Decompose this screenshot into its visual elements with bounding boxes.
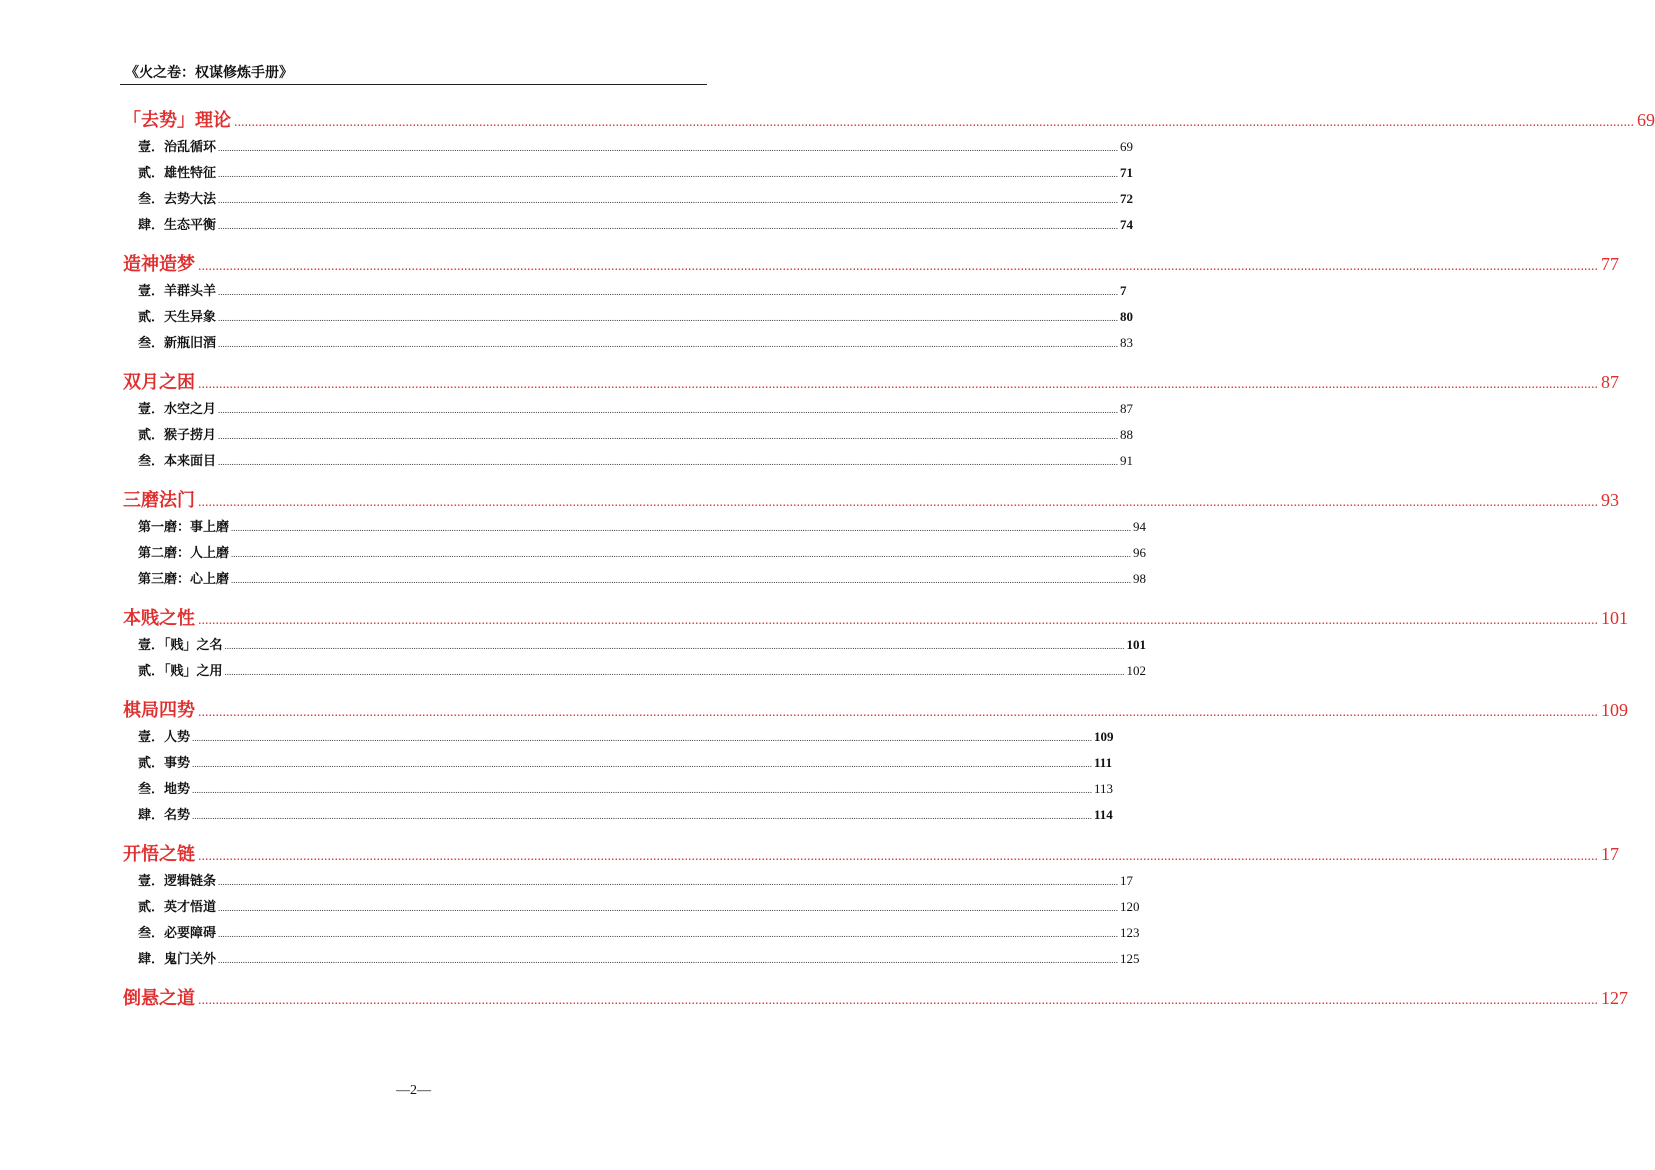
section-title: 壹．水空之月	[138, 402, 217, 417]
chapter-title: 开悟之链	[123, 844, 195, 865]
section-page-number: 74	[1120, 217, 1134, 232]
section-title: 贰．猴子捞月	[138, 428, 217, 443]
dot-leader: ................................................................................................................................................................................................................................................................................................................................................................................................................	[218, 287, 1119, 297]
chapter-spacer	[123, 974, 700, 984]
dot-leader: ................................................................................................................................................................................................................................................................................................................................................................................................................	[231, 575, 1132, 585]
dot-leader: ................................................................................................................................................................................................................................................................................................................................................................................................................	[218, 903, 1119, 913]
toc-section-entry[interactable]	[138, 922, 1140, 948]
section-title: 肆．生态平衡	[138, 218, 217, 233]
section-page-number: 96	[1133, 545, 1147, 560]
section-page-number: 114	[1094, 807, 1113, 822]
table-of-contents	[123, 106, 1655, 1014]
toc-chapter	[123, 368, 1619, 476]
section-page-number: 7	[1120, 283, 1127, 298]
chapter-page-number: 109	[1601, 700, 1628, 720]
dot-leader: ................................................................................................................................................................................................................................................................................................................................................................................................................	[218, 955, 1119, 965]
toc-section-entry[interactable]	[138, 398, 1134, 424]
chapter-spacer	[123, 830, 700, 840]
dot-leader: ................................................................................................................................................................................................................................................................................................................................................................................................................	[218, 169, 1119, 179]
toc-chapter-entry[interactable]	[123, 696, 1628, 726]
section-title: 贰．天生异象	[138, 310, 217, 325]
toc-section-entry[interactable]	[138, 896, 1140, 922]
section-title: 叁．本来面目	[138, 454, 217, 469]
toc-chapter-entry[interactable]	[123, 840, 1619, 870]
chapter-title: 「去势」理论	[123, 110, 231, 131]
toc-section-entry[interactable]	[138, 634, 1147, 660]
toc-chapter	[123, 486, 1619, 594]
toc-chapter-entry[interactable]	[123, 486, 1619, 516]
toc-section-entry[interactable]	[138, 948, 1140, 974]
section-title: 贰．英才悟道	[138, 900, 217, 915]
section-title: 叁．必要障碍	[138, 926, 217, 941]
section-page-number: 98	[1133, 571, 1147, 586]
chapter-spacer	[123, 476, 700, 486]
section-title: 肆．鬼门关外	[138, 952, 217, 967]
toc-chapter-entry[interactable]	[123, 106, 1655, 136]
toc-chapter	[123, 840, 1619, 974]
chapter-title: 棋局四势	[123, 700, 195, 721]
toc-chapter	[123, 696, 1628, 830]
section-title: 叁．新瓶旧酒	[138, 336, 217, 351]
chapter-page-number: 101	[1601, 608, 1628, 628]
toc-chapter	[123, 604, 1628, 686]
toc-chapter	[123, 106, 1655, 240]
chapter-spacer	[123, 240, 700, 250]
section-page-number: 71	[1120, 165, 1134, 180]
dot-leader: ................................................................................................................................................................................................................................................................................................................................................................................................................	[218, 405, 1119, 415]
toc-chapter	[123, 984, 1628, 1014]
section-page-number: 94	[1133, 519, 1147, 534]
chapter-title: 双月之困	[123, 372, 195, 393]
toc-section-entry[interactable]	[138, 804, 1113, 830]
chapter-page-number: 127	[1601, 988, 1628, 1008]
chapter-spacer	[123, 594, 700, 604]
chapter-spacer	[123, 358, 700, 368]
chapter-title: 本贱之性	[123, 608, 195, 629]
section-page-number: 111	[1094, 755, 1113, 770]
section-title: 叁．去势大法	[138, 192, 217, 207]
section-page-number: 102	[1126, 663, 1147, 678]
section-title: 肆．名势	[138, 808, 191, 823]
section-page-number: 113	[1094, 781, 1114, 796]
section-page-number: 125	[1120, 951, 1140, 966]
toc-section-entry[interactable]	[138, 136, 1134, 162]
dot-leader: ................................................................................................................................................................................................................................................................................................................................................................................................................	[224, 641, 1125, 651]
dot-leader: ................................................................................................................................................................................................................................................................................................................................................................................................................	[231, 523, 1132, 533]
section-title: 第二磨：人上磨	[138, 546, 230, 561]
toc-section-entry[interactable]	[138, 568, 1147, 594]
toc-section-entry[interactable]	[138, 752, 1113, 778]
chapter-title: 三磨法门	[123, 490, 195, 511]
section-page-number: 120	[1120, 899, 1140, 914]
toc-section-entry[interactable]	[138, 332, 1134, 358]
toc-section-entry[interactable]	[138, 726, 1114, 752]
chapter-title: 造神造梦	[123, 254, 195, 275]
dot-leader: ................................................................................................................................................................................................................................................................................................................................................................................................................	[218, 143, 1119, 153]
dot-leader: ................................................................................................................................................................................................................................................................................................................................................................................................................	[192, 785, 1093, 795]
toc-section-entry[interactable]	[138, 306, 1134, 332]
dot-leader: ................................................................................................................................................................................................................................................................................................................................................................................................................	[198, 993, 1598, 1008]
section-title: 第三磨：心上磨	[138, 572, 230, 587]
section-page-number: 83	[1120, 335, 1134, 350]
dot-leader: ................................................................................................................................................................................................................................................................................................................................................................................................................	[198, 705, 1598, 720]
dot-leader: ................................................................................................................................................................................................................................................................................................................................................................................................................	[218, 431, 1119, 441]
toc-chapter-entry[interactable]	[123, 368, 1619, 398]
toc-chapter-entry[interactable]	[123, 250, 1619, 280]
toc-section-entry[interactable]	[138, 424, 1134, 450]
section-title: 贰．雄性特征	[138, 166, 217, 181]
chapter-page-number: 77	[1601, 254, 1619, 274]
section-title: 贰．事势	[138, 756, 191, 771]
section-page-number: 91	[1120, 453, 1134, 468]
toc-section-entry[interactable]	[138, 280, 1127, 306]
section-page-number: 87	[1120, 401, 1134, 416]
dot-leader: ................................................................................................................................................................................................................................................................................................................................................................................................................	[198, 613, 1598, 628]
dot-leader: ................................................................................................................................................................................................................................................................................................................................................................................................................	[198, 377, 1598, 392]
page-number: —2—	[396, 1083, 431, 1098]
chapter-page-number: 69	[1637, 110, 1655, 130]
section-title: 壹．羊群头羊	[138, 284, 217, 299]
chapter-title: 倒悬之道	[123, 988, 195, 1009]
toc-section-entry[interactable]	[138, 660, 1147, 686]
section-title: 贰．「贱」之用	[138, 664, 223, 679]
toc-chapter-entry[interactable]	[123, 604, 1628, 634]
dot-leader: ................................................................................................................................................................................................................................................................................................................................................................................................................	[231, 549, 1132, 559]
dot-leader: ................................................................................................................................................................................................................................................................................................................................................................................................................	[192, 733, 1093, 743]
dot-leader: ................................................................................................................................................................................................................................................................................................................................................................................................................	[198, 495, 1598, 510]
section-title: 叁．地势	[138, 782, 191, 797]
toc-section-entry[interactable]	[138, 516, 1147, 542]
document-header-title: 《火之卷：权谋修炼手册》	[125, 65, 293, 81]
section-page-number: 101	[1126, 637, 1147, 652]
toc-section-entry[interactable]	[138, 542, 1147, 568]
chapter-page-number: 17	[1601, 844, 1619, 864]
toc-section-entry[interactable]	[138, 188, 1134, 214]
dot-leader: ................................................................................................................................................................................................................................................................................................................................................................................................................	[192, 811, 1093, 821]
section-title: 第一磨：事上磨	[138, 520, 230, 535]
toc-chapter	[123, 250, 1619, 358]
dot-leader: ................................................................................................................................................................................................................................................................................................................................................................................................................	[218, 339, 1119, 349]
toc-section-entry[interactable]	[138, 450, 1134, 476]
chapter-spacer	[123, 686, 700, 696]
section-title: 壹．治乱循环	[138, 140, 217, 155]
toc-section-entry[interactable]	[138, 162, 1134, 188]
toc-section-entry[interactable]	[138, 214, 1134, 240]
dot-leader: ................................................................................................................................................................................................................................................................................................................................................................................................................	[218, 929, 1119, 939]
section-page-number: 17	[1120, 873, 1134, 888]
dot-leader: ................................................................................................................................................................................................................................................................................................................................................................................................................	[218, 195, 1119, 205]
section-page-number: 88	[1120, 427, 1134, 442]
section-page-number: 123	[1120, 925, 1140, 940]
header-divider	[120, 84, 707, 85]
toc-section-entry[interactable]	[138, 778, 1114, 804]
chapter-page-number: 87	[1601, 372, 1619, 392]
dot-leader: ................................................................................................................................................................................................................................................................................................................................................................................................................	[198, 259, 1598, 274]
dot-leader: ................................................................................................................................................................................................................................................................................................................................................................................................................	[218, 877, 1119, 887]
section-page-number: 69	[1120, 139, 1134, 154]
section-title: 壹．人势	[138, 730, 191, 745]
toc-chapter-entry[interactable]	[123, 984, 1628, 1014]
section-page-number: 72	[1120, 191, 1134, 206]
dot-leader: ................................................................................................................................................................................................................................................................................................................................................................................................................	[218, 221, 1119, 231]
section-title: 壹．逻辑链条	[138, 874, 217, 889]
dot-leader: ................................................................................................................................................................................................................................................................................................................................................................................................................	[218, 457, 1119, 467]
section-page-number: 109	[1094, 729, 1114, 744]
chapter-page-number: 93	[1601, 490, 1619, 510]
dot-leader: ................................................................................................................................................................................................................................................................................................................................................................................................................	[218, 313, 1119, 323]
dot-leader: ................................................................................................................................................................................................................................................................................................................................................................................................................	[192, 759, 1093, 769]
dot-leader: ................................................................................................................................................................................................................................................................................................................................................................................................................	[234, 115, 1634, 130]
dot-leader: ................................................................................................................................................................................................................................................................................................................................................................................................................	[198, 849, 1598, 864]
section-title: 壹．「贱」之名	[138, 638, 223, 653]
section-page-number: 80	[1120, 309, 1134, 324]
dot-leader: ................................................................................................................................................................................................................................................................................................................................................................................................................	[224, 667, 1125, 677]
toc-section-entry[interactable]	[138, 870, 1134, 896]
